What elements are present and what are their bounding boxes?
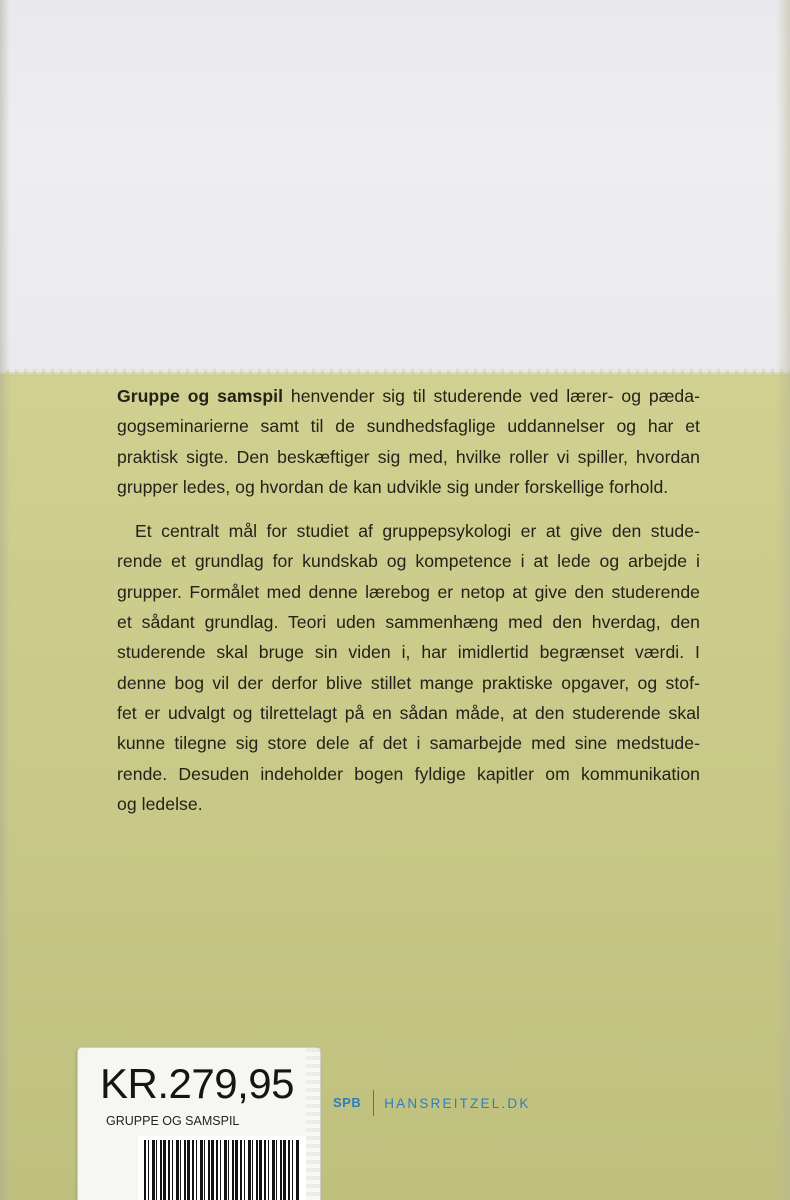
blurb-line: grupper ledes, og hvordan de kan udvikle sig under forskellige forhold. bbox=[117, 476, 669, 497]
blurb-line: grupper. Formålet med denne lærebog er netop at give den studerende bbox=[117, 581, 700, 602]
cover-right-edge bbox=[776, 0, 790, 1200]
blurb-line: Et centralt mål for studiet af gruppepsykologi er at give den stude- bbox=[135, 521, 700, 542]
publisher-mark bbox=[333, 1090, 531, 1116]
sticker-torn-edge bbox=[306, 1048, 320, 1200]
cover-left-shadow bbox=[0, 0, 10, 1200]
blurb-line: kunne tilegne sig store dele af det i samarbejde med sine medstude- bbox=[117, 733, 700, 754]
price-sticker bbox=[78, 1048, 320, 1200]
imprint-logo: SPB bbox=[333, 1090, 374, 1116]
cover-white-band bbox=[0, 0, 790, 372]
blurb-line: og ledelse. bbox=[117, 793, 203, 814]
barcode bbox=[144, 1140, 300, 1200]
blurb-line: fet er udvalgt og tilrettelagt på en sådan måde, at den studerende skal bbox=[117, 702, 700, 723]
back-cover-blurb bbox=[117, 381, 700, 819]
blurb-line: rende et grundlag for kundskab og kompetence i at lede og arbejde i bbox=[117, 551, 700, 572]
blurb-line bbox=[117, 381, 700, 411]
blurb-paragraph-1 bbox=[117, 381, 700, 502]
blurb-line: praktisk sigte. Den beskæftiger sig med, hvilke roller vi spiller, hvordan bbox=[117, 446, 700, 467]
blurb-line: gogseminarierne samt til de sundhedsfaglige uddannelser og har et bbox=[117, 416, 700, 437]
blurb-line: et sådant grundlag. Teori uden sammenhæng med den hverdag, den bbox=[117, 612, 700, 633]
sticker-book-title: GRUPPE OG SAMSPIL bbox=[106, 1114, 240, 1128]
publisher-url: HANSREITZEL.DK bbox=[384, 1095, 531, 1111]
blurb-line-text: henvender sig til studerende ved lærer- og pæda- bbox=[283, 386, 700, 406]
price-label: KR.279,95 bbox=[100, 1060, 294, 1107]
blurb-line: denne bog vil der derfor blive stillet mange praktiske opgaver, og stof- bbox=[117, 672, 700, 693]
blurb-line: rende. Desuden indeholder bogen fyldige kapitler om kommunikation bbox=[117, 763, 700, 784]
blurb-paragraph-2 bbox=[117, 516, 700, 819]
book-title-inline: Gruppe og samspil bbox=[117, 386, 284, 406]
blurb-line: studerende skal bruge sin viden i, har imidlertid begrænset værdi. I bbox=[117, 642, 700, 663]
